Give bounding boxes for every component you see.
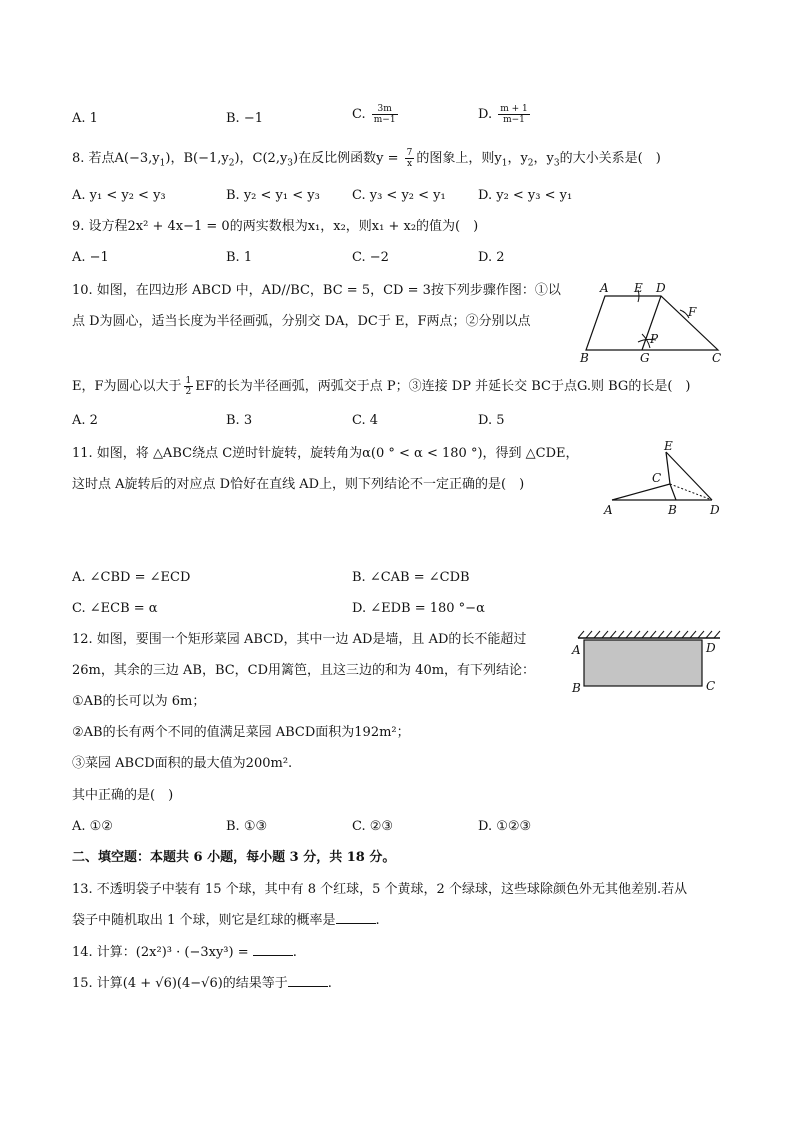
q8-text-5: 的图象上，则y xyxy=(416,151,502,166)
q7-option-a: A. 1 xyxy=(72,111,98,126)
q11-option-c: C. ∠ECB = α xyxy=(72,601,158,616)
q12-option-a: A. ①② xyxy=(72,819,113,834)
q9-stem: 9. 设方程2x² + 4x−1 = 0的两实数根为x₁，x₂，则x₁ + x₂的值为( ) xyxy=(72,219,479,234)
q10-fraction xyxy=(184,376,194,397)
q7-c-denominator: m−1 xyxy=(373,115,396,125)
q12-figure xyxy=(568,628,726,696)
q11-label-e: E xyxy=(664,440,673,453)
q8-option-a: A. y₁ < y₂ < y₃ xyxy=(72,188,166,203)
q10-line-3 xyxy=(72,376,690,397)
q7-option-b: B. −1 xyxy=(226,111,263,126)
q8-text-2: )，B(−1,y xyxy=(165,151,229,166)
q12-line-1: 12. 如图，要围一个矩形菜园 ABCD，其中一边 AD是墙，且 AD的长不能超过 xyxy=(72,632,527,647)
q8-sub-6: 3 xyxy=(553,158,560,169)
q12-line-4: ②AB的长有两个不同的值满足菜园 ABCD面积为192m²； xyxy=(72,725,410,740)
q12-label-d: D xyxy=(706,641,716,655)
q10-label-a: A xyxy=(600,281,609,295)
q11-figure xyxy=(600,440,724,518)
q13-line-2-text: 袋子中随机取出 1 个球，则它是红球的概率是 xyxy=(72,913,336,928)
q11-line-ce xyxy=(666,452,670,484)
q12-garden-rect xyxy=(584,640,702,686)
q8-text-4: )在反比例函数y = xyxy=(293,151,403,166)
q11-label-a: A xyxy=(604,503,613,517)
q10-label-b: B xyxy=(580,351,589,364)
q15-text: 15. 计算(4 + √6)(4−√6)的结果等于 xyxy=(72,976,288,991)
q12-line-5: ③菜园 ABCD面积的最大值为200m². xyxy=(72,756,293,771)
q7-option-c xyxy=(352,104,400,125)
q8-option-b: B. y₂ < y₁ < y₃ xyxy=(226,188,320,203)
q11-line-1: 11. 如图，将 △ABC绕点 C逆时针旋转，旋转角为α(0 ° < α < 180 °)，得到 △CDE， xyxy=(72,446,579,461)
q10-option-d: D. 5 xyxy=(478,413,505,428)
q11-label-c: C xyxy=(652,471,662,485)
q12-option-b: B. ①③ xyxy=(226,819,268,834)
q7-d-denominator: m−1 xyxy=(503,115,525,125)
q7-option-d-prefix: D. xyxy=(478,107,497,122)
q9-option-d: D. 2 xyxy=(478,250,505,265)
q8-frac-den: x xyxy=(406,159,413,169)
q8-stem xyxy=(72,148,661,174)
q7-option-d-fraction xyxy=(498,104,530,125)
q7-d-numerator: m + 1 xyxy=(500,104,528,114)
q15-end: . xyxy=(327,976,332,991)
q7-option-d xyxy=(478,104,532,125)
q15-answer-blank[interactable] xyxy=(288,974,328,987)
q10-option-c: C. 4 xyxy=(352,413,379,428)
q11-option-d: D. ∠EDB = 180 °−α xyxy=(352,601,485,616)
q8-option-d: D. y₂ < y₃ < y₁ xyxy=(478,188,573,203)
q12-label-c: C xyxy=(706,679,716,693)
q13-answer-blank[interactable] xyxy=(336,911,376,924)
q13-line-2 xyxy=(72,911,380,931)
q10-line-1: 10. 如图，在四边形 ABCD 中，AD//BC，BC = 5，CD = 3按下列步骤作图：①以 xyxy=(72,283,561,298)
q10-frac-den: 2 xyxy=(185,387,192,397)
q8-sub-5: 2 xyxy=(527,158,534,169)
q12-option-d: D. ①②③ xyxy=(478,819,532,834)
q10-option-a: A. 2 xyxy=(72,413,98,428)
q12-label-b: B xyxy=(572,681,581,695)
q10-frac-num: 1 xyxy=(185,376,192,386)
q14-end: . xyxy=(292,945,297,960)
q10-label-d: D xyxy=(656,281,666,295)
q12-line-2: 26m，其余的三边 AB，BC，CD用篱笆，且这三边的和为 40m，有下列结论： xyxy=(72,663,536,678)
q8-sub-2: 2 xyxy=(228,158,235,169)
q10-figure xyxy=(576,280,726,364)
q14-text: 14. 计算：(2x²)³ · (−3xy³) = xyxy=(72,945,253,960)
q15-stem xyxy=(72,974,332,994)
q9-option-b: B. 1 xyxy=(226,250,253,265)
q10-line-3-post: EF的长为半径画弧，两弧交于点 P；③连接 DP 并延长交 BC于点G.则 BG的长是( ) xyxy=(195,379,691,394)
q9-option-c: C. −2 xyxy=(352,250,389,265)
q10-line-2: 点 D为圆心，适当长度为半径画弧，分别交 DA，DC于 E，F两点；②分别以点 xyxy=(72,314,531,329)
q8-fraction xyxy=(405,148,415,169)
q10-option-b: B. 3 xyxy=(226,413,253,428)
section-2-title: 二、填空题：本题共 6 小题，每小题 3 分，共 18 分。 xyxy=(72,850,396,865)
q10-label-e: E xyxy=(634,281,643,295)
q11-label-d: D xyxy=(710,503,720,517)
q8-option-c: C. y₃ < y₂ < y₁ xyxy=(352,188,446,203)
q13-line-2-end: . xyxy=(375,913,380,928)
q10-label-f: F xyxy=(688,305,697,319)
q10-label-c: C xyxy=(712,351,722,364)
q7-option-c-fraction xyxy=(372,104,398,125)
q9-option-a: A. −1 xyxy=(72,250,109,265)
q12-line-6: 其中正确的是( ) xyxy=(72,788,174,803)
q8-text-6: ，y xyxy=(507,151,528,166)
q11-line-cd xyxy=(670,484,712,500)
q12-wall-hatching xyxy=(578,631,720,638)
q7-option-c-prefix: C. xyxy=(352,107,370,122)
q11-line-2: 这时点 A旋转后的对应点 D恰好在直线 AD上，则下列结论不一定正确的是( ) xyxy=(72,477,525,492)
q8-text-8: 的大小关系是( ) xyxy=(559,151,661,166)
q8-sub-1: 1 xyxy=(159,158,166,169)
q14-stem xyxy=(72,943,297,963)
q10-line-3-pre: E，F为圆心以大于 xyxy=(72,379,182,394)
q8-text-7: ，y xyxy=(533,151,554,166)
q12-line-3: ①AB的长可以为 6m； xyxy=(72,694,206,709)
q11-label-b: B xyxy=(668,503,677,517)
q11-option-a: A. ∠CBD = ∠ECD xyxy=(72,570,191,585)
q12-option-c: C. ②③ xyxy=(352,819,394,834)
q8-sub-4: 1 xyxy=(501,158,508,169)
q8-sub-3: 3 xyxy=(287,158,294,169)
q11-option-b: B. ∠CAB = ∠CDB xyxy=(352,570,470,585)
q10-label-p: P xyxy=(650,332,659,346)
q8-text-1: 8. 若点A(−3,y xyxy=(72,151,160,166)
q10-label-g: G xyxy=(640,351,650,364)
q13-line-1: 13. 不透明袋子中装有 15 个球，其中有 8 个红球，5 个黄球，2 个绿球，这些球除颜色外无其他差别.若从 xyxy=(72,882,688,897)
q8-text-3: )，C(2,y xyxy=(234,151,288,166)
q8-frac-num: 7 xyxy=(406,148,413,158)
q7-c-numerator: 3m xyxy=(372,104,398,115)
q11-line-ac xyxy=(612,484,670,500)
q14-answer-blank[interactable] xyxy=(253,943,293,956)
q12-label-a: A xyxy=(572,643,581,657)
